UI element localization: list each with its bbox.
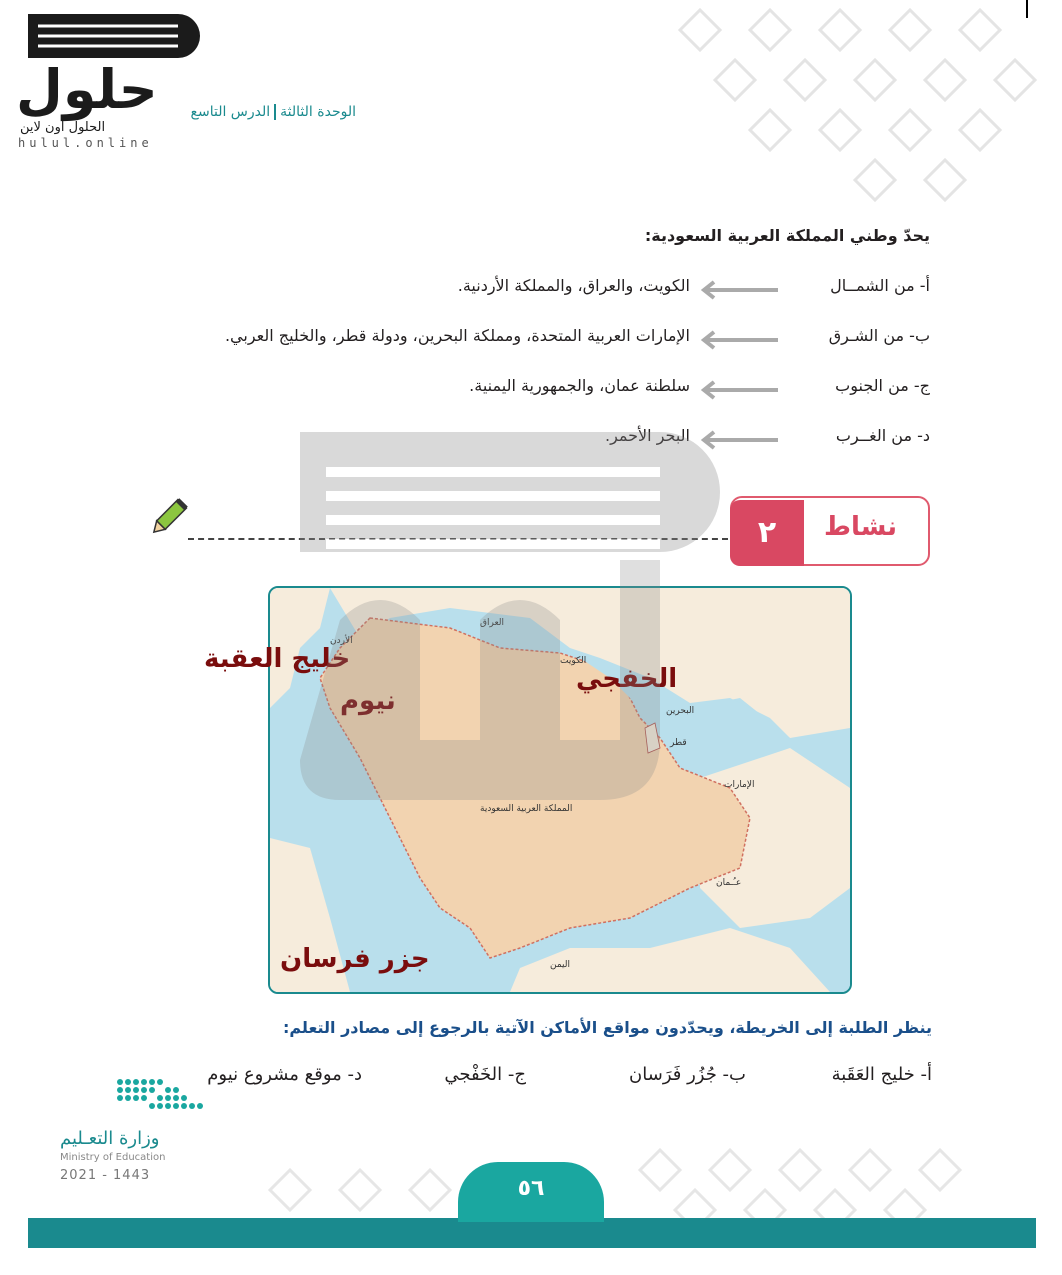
border-value: سلطنة عمان، والجمهورية اليمنية.: [469, 376, 690, 395]
saudi-map-graphic: [270, 588, 850, 992]
border-value: البحر الأحمر.: [604, 426, 690, 445]
map-label-ksa: المملكة العربية السعودية: [480, 804, 573, 814]
header-breadcrumb: [190, 104, 356, 120]
arrow-left-icon: [700, 430, 780, 450]
ministry-logo-graphic: [114, 1076, 204, 1116]
map-label-kuwait: الكويت: [560, 656, 587, 666]
activity-number: ٢: [730, 500, 804, 566]
answer-a: أ- خليج العَقَبة: [831, 1064, 932, 1085]
direction-label: أ- من الشمــال: [830, 276, 930, 295]
dashed-divider: [188, 538, 728, 540]
map-label-uae: الإمارات: [724, 780, 755, 790]
map-label-bahrain: البحرين: [666, 706, 695, 716]
map-label-qatar: قطر: [670, 738, 687, 748]
map-label-oman: عـُـمان: [716, 878, 742, 888]
question-text: ينظر الطلبة إلى الخريطة، ويحدّدون مواقع الأماكن الآتية بالرجوع إلى مصادر التعلم:: [282, 1018, 932, 1037]
direction-label: د- من الغــرب: [835, 426, 930, 445]
answer-c: ج- الخَفْجي: [444, 1064, 526, 1085]
direction-label: ب- من الشـرق: [828, 326, 930, 345]
direction-label: ج- من الجنوب: [835, 376, 930, 395]
map-label-yemen: اليمن: [550, 960, 571, 970]
map-label-farasan: جزر فرسان: [280, 944, 430, 974]
logo-text: حلول: [16, 58, 158, 121]
map-label-iraq: العراق: [480, 618, 505, 628]
map-label-jordan: الأردن: [330, 636, 353, 646]
footer-pattern: [240, 1130, 1040, 1230]
border-row-west: [150, 426, 930, 456]
borders-intro: يحدّ وطني المملكة العربية السعودية:: [644, 226, 930, 245]
edition-year: 2021 - 1443: [60, 1168, 151, 1183]
arrow-left-icon: [700, 280, 780, 300]
header-divider: [274, 104, 276, 120]
logo-latin: hulul.online: [18, 136, 153, 150]
page-number: ٥٦: [517, 1176, 545, 1201]
pencil-icon: [146, 496, 190, 540]
ministry-name-en: Ministry of Education: [60, 1152, 166, 1163]
lesson-label: الدرس التاسع: [190, 104, 271, 120]
activity-label: نشاط: [824, 512, 897, 542]
answer-d: د- موقع مشروع نيوم: [207, 1064, 362, 1085]
arrow-left-icon: [700, 330, 780, 350]
border-value: الإمارات العربية المتحدة، ومملكة البحرين، ودولة قطر، والخليج العربي.: [224, 326, 690, 345]
border-row-east: [150, 326, 930, 356]
answer-list: [190, 1064, 932, 1094]
footer-bar: [28, 1218, 1036, 1248]
map-label-khafji: الخفجي: [576, 664, 678, 694]
map-label-aqaba: خليج العقبة: [204, 644, 351, 674]
map-frame: [268, 586, 852, 994]
logo-subtitle: الحلول اون لاين: [20, 120, 106, 135]
arrow-left-icon: [700, 380, 780, 400]
border-value: الكويت، والعراق، والمملكة الأردنية.: [457, 276, 690, 295]
border-row-north: [150, 276, 930, 306]
unit-label: الوحدة الثالثة: [280, 104, 356, 120]
border-row-south: [150, 376, 930, 406]
background-pattern: [560, 0, 1062, 230]
answer-b: ب- جُزُر فَرَسان: [629, 1064, 746, 1085]
map-label-neom: نيوم: [340, 686, 396, 716]
ministry-name-ar: وزارة التعـليم: [60, 1128, 160, 1149]
